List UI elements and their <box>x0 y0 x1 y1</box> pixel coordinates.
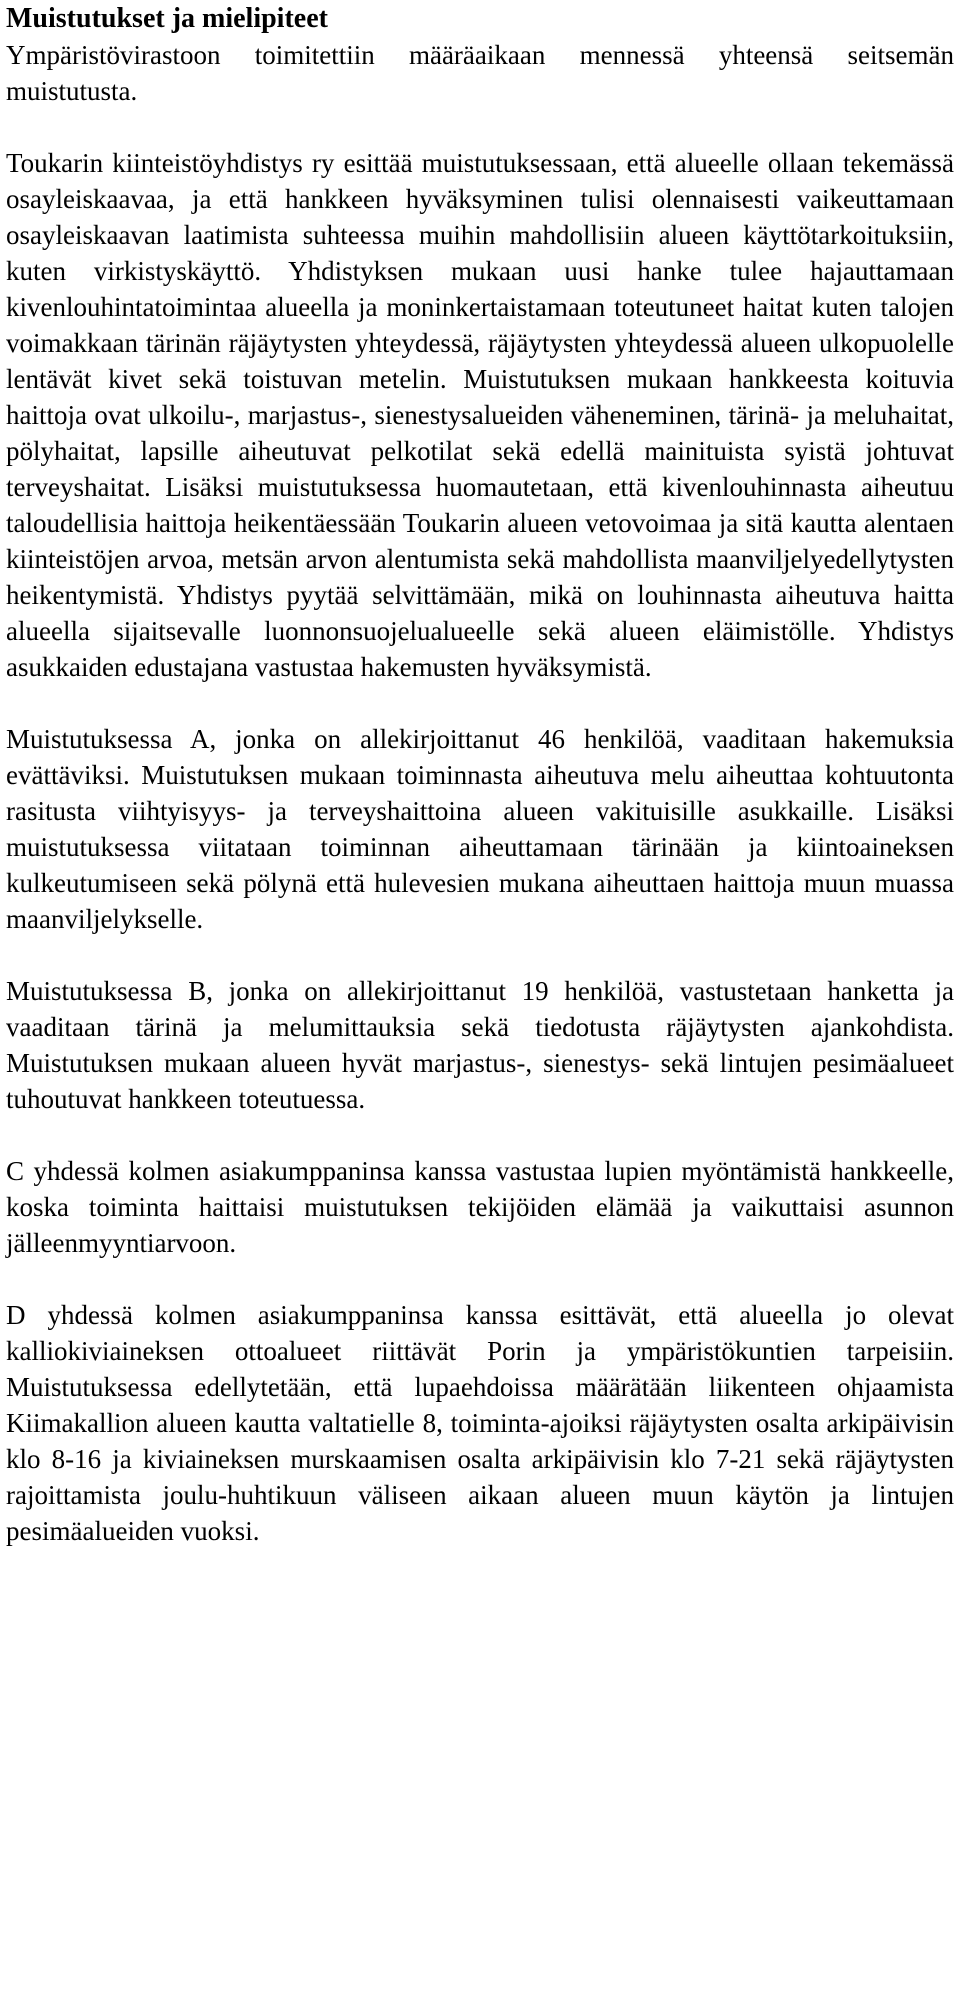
paragraph-objection-c: C yhdessä kolmen asiakumppaninsa kanssa vastustaa lupien myöntämistä hankkeelle, koska toiminta haittaisi muistutuksen tekijöiden elämää ja vaikuttaisi asunnon jälleenmyyntiarvoon. <box>6 1156 954 1258</box>
section-heading: Muistutukset ja mielipiteet <box>6 3 328 34</box>
paragraph-objection-d: D yhdessä kolmen asiakumppaninsa kanssa esittävät, että alueella jo olevat kalliokiviaineksen ottoalueet riittävät Porin ja ympäristökuntien tarpeisiin. Muistutuksessa edellytetään, että lupaehdoissa määrätään liikenteen ohjaamista Kiimakallion alueen kautta valtatielle 8, toiminta-ajoiksi räjäytysten osalta arkipäivisin klo 8-16 ja kiviaineksen murskaamisen osalta arkipäivisin klo 7-21 sekä räjäytysten rajoittamista joulu-huhtikuun väliseen aikaan alueen muun käytön ja lintujen pesimäalueiden vuoksi. <box>6 1300 954 1546</box>
paragraph-objection-a: Muistutuksessa A, jonka on allekirjoittanut 46 henkilöä, vaaditaan hakemuksia evättäviksi. Muistutuksen mukaan toiminnasta aiheutuva melu aiheuttaa kohtuutonta rasitusta viihtyisyys- ja terveyshaittoina alueen vakituisille asukkaille. Lisäksi muistutuksessa viitataan toiminnan aiheuttamaan tärinään ja kiintoaineksen kulkeutumiseen sekä pölynä että hulevesien mukana aiheuttaen haittoja muun muassa maanviljelykselle. <box>6 724 954 934</box>
paragraph-intro: Ympäristövirastoon toimitettiin määräaikaan mennessä yhteensä seitsemän muistutusta. <box>6 40 954 106</box>
paragraph-objection-b: Muistutuksessa B, jonka on allekirjoittanut 19 henkilöä, vastustetaan hanketta ja vaaditaan tärinä ja melumittauksia sekä tiedotusta räjäytysten ajankohdista. Muistutuksen mukaan alueen hyvät marjastus-, sienestys- sekä lintujen pesimäalueet tuhoutuvat hankkeen toteutuessa. <box>6 976 954 1114</box>
paragraph-toukari-association: Toukarin kiinteistöyhdistys ry esittää muistutuksessaan, että alueelle ollaan tekemässä osayleiskaavaa, ja että hankkeen hyväksyminen tulisi olennaisesti vaikeuttamaan osayleiskaavan laatimista suhteessa muihin mahdollisiin alueen käyttötarkoituksiin, kuten virkistyskäyttö. Yhdistyksen mukaan uusi hanke tulee hajauttamaan kivenlouhintatoimintaa alueella ja moninkertaistamaan toteutuneet haitat kuten talojen voimakkaan tärinän räjäytysten yhteydessä, räjäytysten yhteydessä alueen ulkopuolelle lentävät kivet sekä toistuvan metelin. Muistutuksen mukaan hankkeesta koituvia haittoja ovat ulkoilu-, marjastus-, sienestysalueiden väheneminen, tärinä- ja meluhaitat, pölyhaitat, lapsille aiheutuvat pelkotilat sekä edellä mainituista syistä johtuvat terveyshaitat. Lisäksi muistutuksessa huomautetaan, että kivenlouhinnasta aiheutuu taloudellisia haittoja heikentäessään Toukarin alueen vetovoimaa ja sitä kautta alentaen kiinteistöjen arvoa, metsän arvon alentumista sekä mahdollista maanviljelyedellytysten heikentymistä. Yhdistys pyytää selvittämään, mikä on louhinnasta aiheutuva haitta alueella sijaitsevalle luonnonsuojelualueelle sekä alueen eläimistölle. Yhdistys asukkaiden edustajana vastustaa hakemusten hyväksymistä. <box>6 148 954 682</box>
